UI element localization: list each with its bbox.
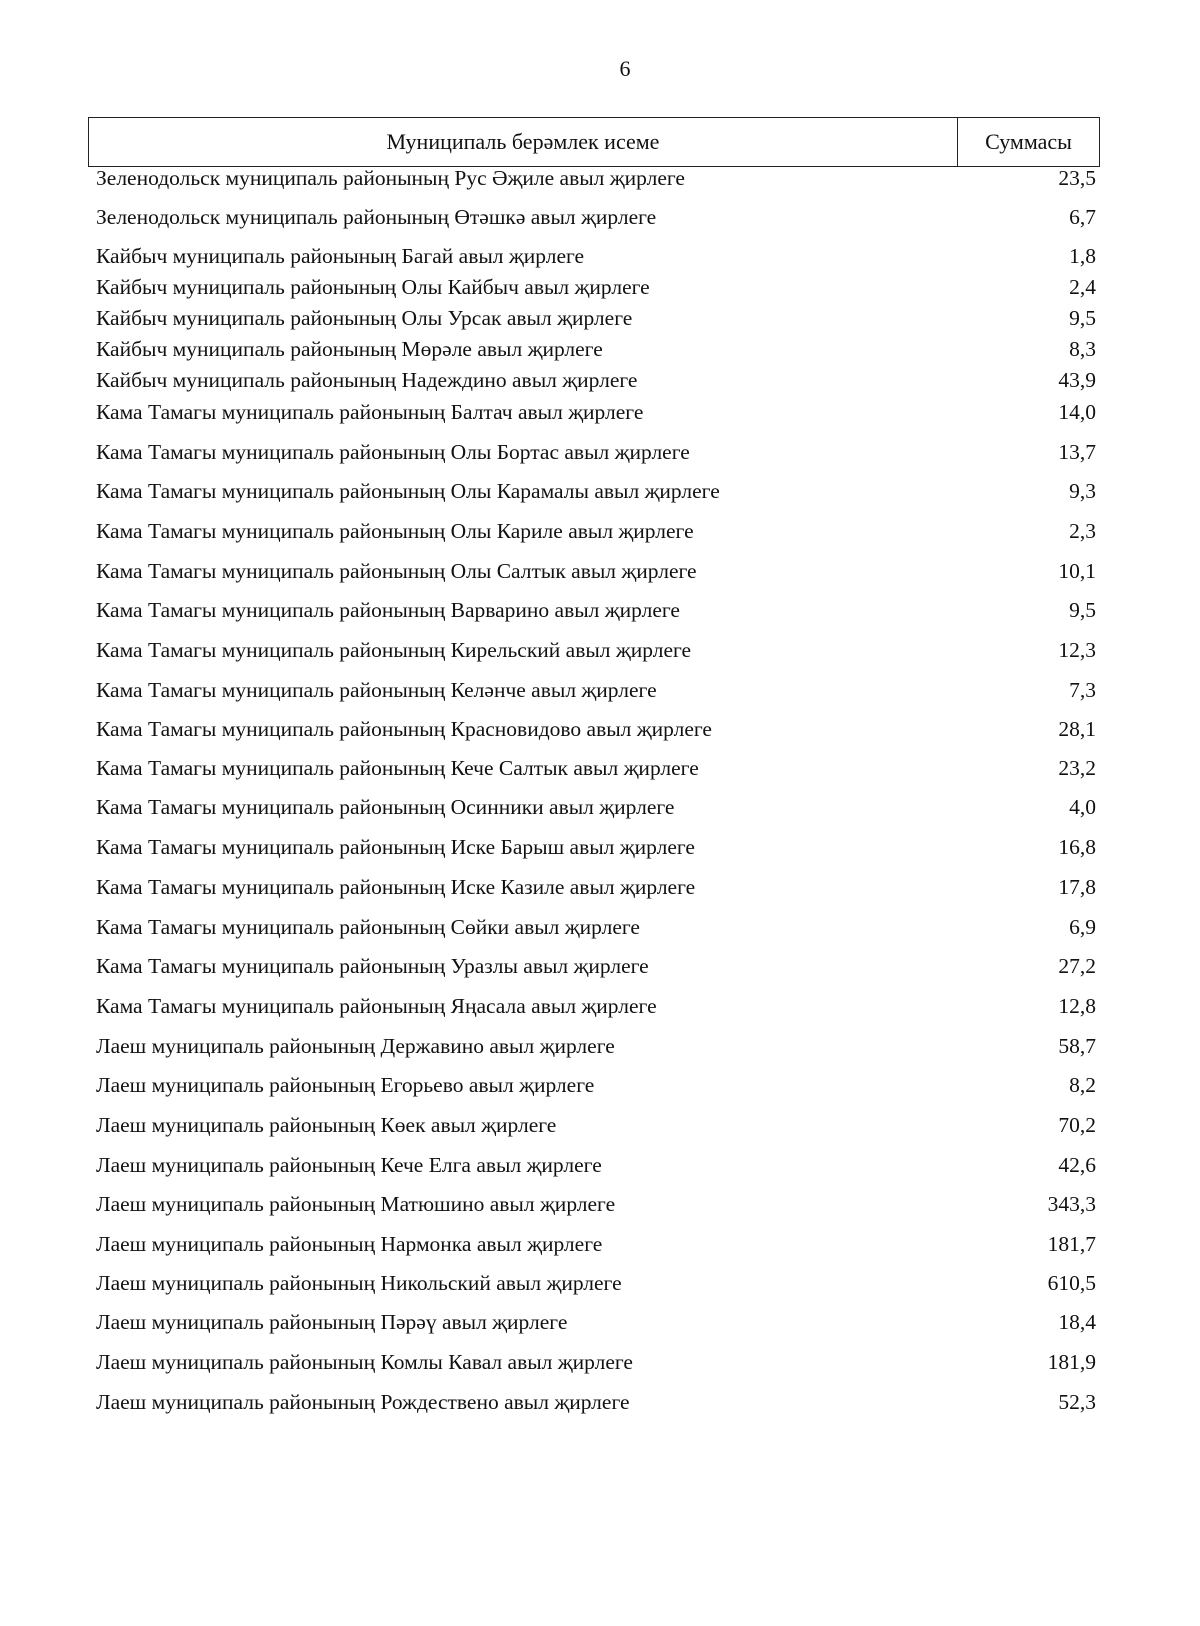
table-row xyxy=(96,1151,1096,1179)
row-amount: 28,1 xyxy=(1058,716,1096,741)
table-row xyxy=(96,1190,1096,1218)
row-amount: 4,0 xyxy=(1069,794,1096,819)
row-amount: 2,4 xyxy=(1069,274,1096,299)
row-name: Кайбыч муниципаль районының Олы Кайбыч авыл җирлеге xyxy=(96,274,650,299)
row-amount: 16,8 xyxy=(1058,834,1096,859)
row-amount: 70,2 xyxy=(1058,1112,1096,1137)
row-name: Зеленодольск муниципаль районының Өтәшкә авыл җирлеге xyxy=(96,204,657,229)
table-row xyxy=(96,273,1096,301)
row-amount: 8,2 xyxy=(1069,1072,1096,1097)
table-row xyxy=(96,992,1096,1020)
table-row xyxy=(96,873,1096,901)
row-name: Кама Тамагы муниципаль районының Яңасала авыл җирлеге xyxy=(96,993,657,1018)
row-amount: 7,3 xyxy=(1069,677,1096,702)
table-row xyxy=(96,715,1096,743)
table-row xyxy=(96,596,1096,624)
row-name: Кама Тамагы муниципаль районының Келәнче авыл җирлеге xyxy=(96,677,657,702)
row-name: Кама Тамагы муниципаль районының Олы Кариле авыл җирлеге xyxy=(96,518,694,543)
row-name: Кайбыч муниципаль районының Олы Урсак авыл җирлеге xyxy=(96,305,633,330)
row-amount: 8,3 xyxy=(1069,336,1096,361)
row-amount: 9,3 xyxy=(1069,478,1096,503)
row-amount: 2,3 xyxy=(1069,518,1096,543)
row-amount: 23,5 xyxy=(1058,165,1096,190)
table-row xyxy=(96,242,1096,270)
row-name: Кама Тамагы муниципаль районының Варварино авыл җирлеге xyxy=(96,597,680,622)
table-row xyxy=(96,1388,1096,1416)
table-row xyxy=(96,676,1096,704)
row-amount: 13,7 xyxy=(1058,439,1096,464)
table-row xyxy=(96,1032,1096,1060)
row-amount: 610,5 xyxy=(1047,1270,1096,1295)
row-name: Кама Тамагы муниципаль районының Иске Казиле авыл җирлеге xyxy=(96,874,696,899)
table-row xyxy=(96,833,1096,861)
row-amount: 12,3 xyxy=(1058,637,1096,662)
row-amount: 181,9 xyxy=(1047,1349,1096,1374)
row-amount: 27,2 xyxy=(1058,953,1096,978)
table-row xyxy=(96,398,1096,426)
row-name: Кайбыч муниципаль районының Мөрәле авыл җирлеге xyxy=(96,336,603,361)
column-header-name: Муниципаль берәмлек исеме xyxy=(89,118,958,166)
row-name: Кама Тамагы муниципаль районының Кече Салтык авыл җирлеге xyxy=(96,755,699,780)
table-row xyxy=(96,557,1096,585)
row-name: Кама Тамагы муниципаль районының Осинники авыл җирлеге xyxy=(96,794,675,819)
table-row xyxy=(96,1111,1096,1139)
row-amount: 181,7 xyxy=(1047,1231,1096,1256)
row-amount: 343,3 xyxy=(1047,1191,1096,1216)
row-name: Кама Тамагы муниципаль районының Красновидово авыл җирлеге xyxy=(96,716,712,741)
row-name: Кама Тамагы муниципаль районының Балтач авыл җирлеге xyxy=(96,399,644,424)
row-name: Кама Тамагы муниципаль районының Олы Салтык авыл җирлеге xyxy=(96,558,697,583)
table-row xyxy=(96,517,1096,545)
column-header-amount: Суммасы xyxy=(985,129,1072,154)
row-name: Кама Тамагы муниципаль районының Олы Бортас авыл җирлеге xyxy=(96,439,690,464)
table-row xyxy=(96,366,1096,394)
row-name: Кайбыч муниципаль районының Багай авыл җирлеге xyxy=(96,243,585,268)
row-amount: 14,0 xyxy=(1058,399,1096,424)
row-name: Лаеш муниципаль районының Никольский авыл җирлеге xyxy=(96,1270,622,1295)
row-amount: 58,7 xyxy=(1058,1033,1096,1058)
table-row xyxy=(96,793,1096,821)
table-row xyxy=(96,1308,1096,1336)
row-name: Кама Тамагы муниципаль районының Сөйки авыл җирлеге xyxy=(96,914,640,939)
table-row xyxy=(96,952,1096,980)
table-row xyxy=(96,1348,1096,1376)
row-name: Лаеш муниципаль районының Державино авыл җирлеге xyxy=(96,1033,615,1058)
table-row xyxy=(96,913,1096,941)
row-amount: 23,2 xyxy=(1058,755,1096,780)
row-name: Лаеш муниципаль районының Кече Елга авыл җирлеге xyxy=(96,1152,602,1177)
row-amount: 6,7 xyxy=(1069,204,1096,229)
row-amount: 9,5 xyxy=(1069,305,1096,330)
table-row xyxy=(96,335,1096,363)
row-amount: 18,4 xyxy=(1058,1309,1096,1334)
table-row xyxy=(96,1230,1096,1258)
row-name: Кама Тамагы муниципаль районының Уразлы авыл җирлеге xyxy=(96,953,649,978)
table-row xyxy=(96,304,1096,332)
row-amount: 9,5 xyxy=(1069,597,1096,622)
row-amount: 10,1 xyxy=(1058,558,1096,583)
row-amount: 43,9 xyxy=(1058,367,1096,392)
table-row xyxy=(96,1071,1096,1099)
row-name: Лаеш муниципаль районының Егорьево авыл җирлеге xyxy=(96,1072,595,1097)
row-name: Кама Тамагы муниципаль районының Кирельский авыл җирлеге xyxy=(96,637,692,662)
row-amount: 1,8 xyxy=(1069,243,1096,268)
row-amount: 17,8 xyxy=(1058,874,1096,899)
row-name: Лаеш муниципаль районының Матюшино авыл җирлеге xyxy=(96,1191,616,1216)
table-row xyxy=(96,636,1096,664)
row-name: Лаеш муниципаль районының Нармонка авыл җирлеге xyxy=(96,1231,603,1256)
row-name: Кама Тамагы муниципаль районының Иске Барыш авыл җирлеге xyxy=(96,834,695,859)
row-name: Кайбыч муниципаль районының Надеждино авыл җирлеге xyxy=(96,367,638,392)
table-row xyxy=(96,754,1096,782)
page-number: 6 xyxy=(619,56,631,81)
row-name: Лаеш муниципаль районының Пәрәү авыл җирлеге xyxy=(96,1309,568,1334)
row-amount: 6,9 xyxy=(1069,914,1096,939)
row-name: Лаеш муниципаль районының Рождествено авыл җирлеге xyxy=(96,1389,630,1414)
row-name: Зеленодольск муниципаль районының Рус Әҗиле авыл җирлеге xyxy=(96,165,685,190)
row-name: Кама Тамагы муниципаль районының Олы Карамалы авыл җирлеге xyxy=(96,478,720,503)
table-row xyxy=(96,477,1096,505)
row-amount: 12,8 xyxy=(1058,993,1096,1018)
row-amount: 52,3 xyxy=(1058,1389,1096,1414)
row-amount: 42,6 xyxy=(1058,1152,1096,1177)
table-row xyxy=(96,164,1096,192)
table-row xyxy=(96,203,1096,231)
row-name: Лаеш муниципаль районының Көек авыл җирлеге xyxy=(96,1112,557,1137)
table-row xyxy=(96,1269,1096,1297)
table-row xyxy=(96,438,1096,466)
row-name: Лаеш муниципаль районының Комлы Кавал авыл җирлеге xyxy=(96,1349,633,1374)
